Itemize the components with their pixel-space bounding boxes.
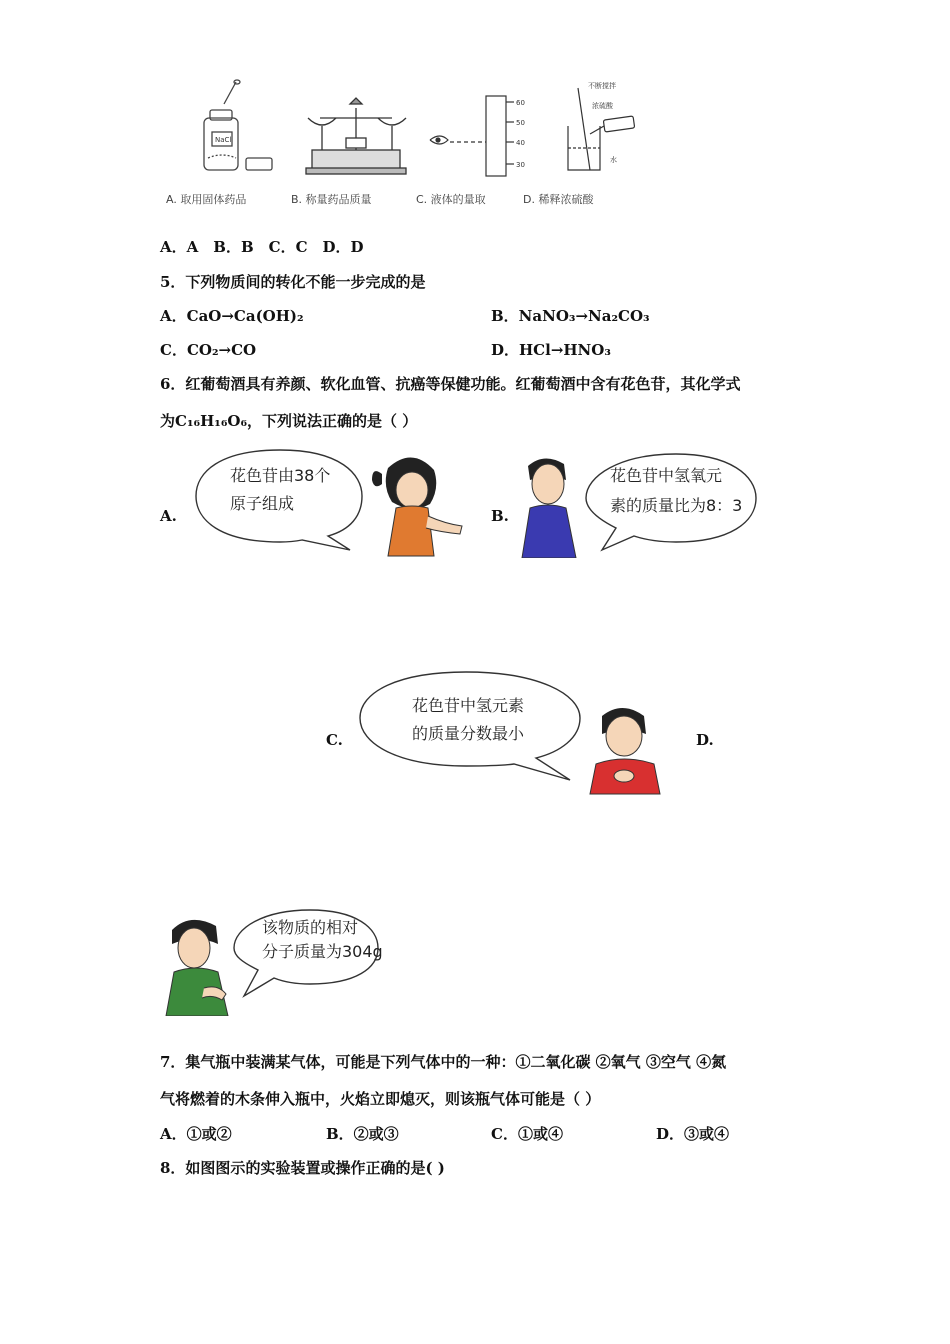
q7-stem-line2: 气将燃着的木条伸入瓶中，火焰立即熄灭，则该瓶气体可能是（ ） xyxy=(160,1090,601,1108)
bubble-a-line1: 花色苷由38个 xyxy=(230,466,331,485)
q5-option-a: A．CaO→Ca(OH)₂ xyxy=(160,307,304,325)
bubble-c-line1: 花色苷中氢元素 xyxy=(412,696,525,715)
q6-option-d-label: D. xyxy=(696,731,714,749)
caption-a: A. 取用固体药品 xyxy=(166,193,247,206)
cylinder-mark: 40 xyxy=(516,139,525,147)
dilution-label: 浓硫酸 xyxy=(592,102,613,110)
bubble-a-line2: 原子组成 xyxy=(230,494,295,513)
caption-b: B. 称量药品质量 xyxy=(291,193,372,206)
bubble-c-line2: 的质量分数最小 xyxy=(412,724,525,743)
q8-stem: 8．如图图示的实验装置或操作正确的是( ) xyxy=(160,1159,445,1177)
laughing-boy-icon xyxy=(588,702,662,796)
bubble-d-line2: 分子质量为304g xyxy=(262,942,383,961)
caption-d: D. 稀释浓硫酸 xyxy=(523,193,594,206)
q7-option-a: A．①或② xyxy=(160,1125,232,1143)
girl-character-icon xyxy=(368,452,464,558)
caption-c: C. 液体的量取 xyxy=(416,193,486,206)
q7-option-c: C．①或④ xyxy=(491,1125,563,1143)
q6-option-c-label: C. xyxy=(326,731,343,749)
q4-answer-options: A．A B．B C．C D．D xyxy=(160,238,364,256)
dilution-label: 水 xyxy=(610,156,617,164)
lab-operations-drawing xyxy=(160,78,660,208)
q6-stem-line2: 为C₁₆H₁₆O₆，下列说法正确的是（ ） xyxy=(160,412,418,430)
student-character-icon xyxy=(164,912,234,1016)
q6-option-b-label: B. xyxy=(491,507,509,525)
q7-stem-line1: 7．集气瓶中装满某气体，可能是下列气体中的一种：①二氧化碳 ②氧气 ③空气 ④氮 xyxy=(160,1053,727,1071)
cylinder-mark: 60 xyxy=(516,99,525,107)
boy-character-icon xyxy=(516,452,582,558)
bottle-label: NaCl xyxy=(215,136,232,144)
beaker-icon xyxy=(568,88,635,170)
balance-icon xyxy=(306,98,406,174)
cylinder-mark: 50 xyxy=(516,119,525,127)
q5-stem: 5．下列物质间的转化不能一步完成的是 xyxy=(160,273,426,291)
q5-option-c: C．CO₂→CO xyxy=(160,341,257,359)
dilution-label: 不断搅拌 xyxy=(588,82,616,90)
q5-option-d: D．HCl→HNO₃ xyxy=(491,341,611,359)
q5-option-b: B．NaNO₃→Na₂CO₃ xyxy=(491,307,650,325)
reagent-bottle-icon xyxy=(204,80,272,170)
q6-stem-line1: 6．红葡萄酒具有养颜、软化血管、抗癌等保健功能。红葡萄酒中含有花色苷，其化学式 xyxy=(160,375,741,393)
cylinder-mark: 30 xyxy=(516,161,525,169)
bubble-b-line1: 花色苷中氢氧元 xyxy=(610,466,723,485)
lab-operations-figure xyxy=(160,78,660,208)
bubble-b-line2: 素的质量比为8：3 xyxy=(610,496,743,515)
q6-option-a-label: A. xyxy=(160,507,177,525)
q7-option-d: D．③或④ xyxy=(656,1125,730,1143)
q7-option-b: B．②或③ xyxy=(326,1125,399,1143)
graduated-cylinder-icon xyxy=(430,96,514,176)
bubble-d-line1: 该物质的相对 xyxy=(262,918,359,937)
